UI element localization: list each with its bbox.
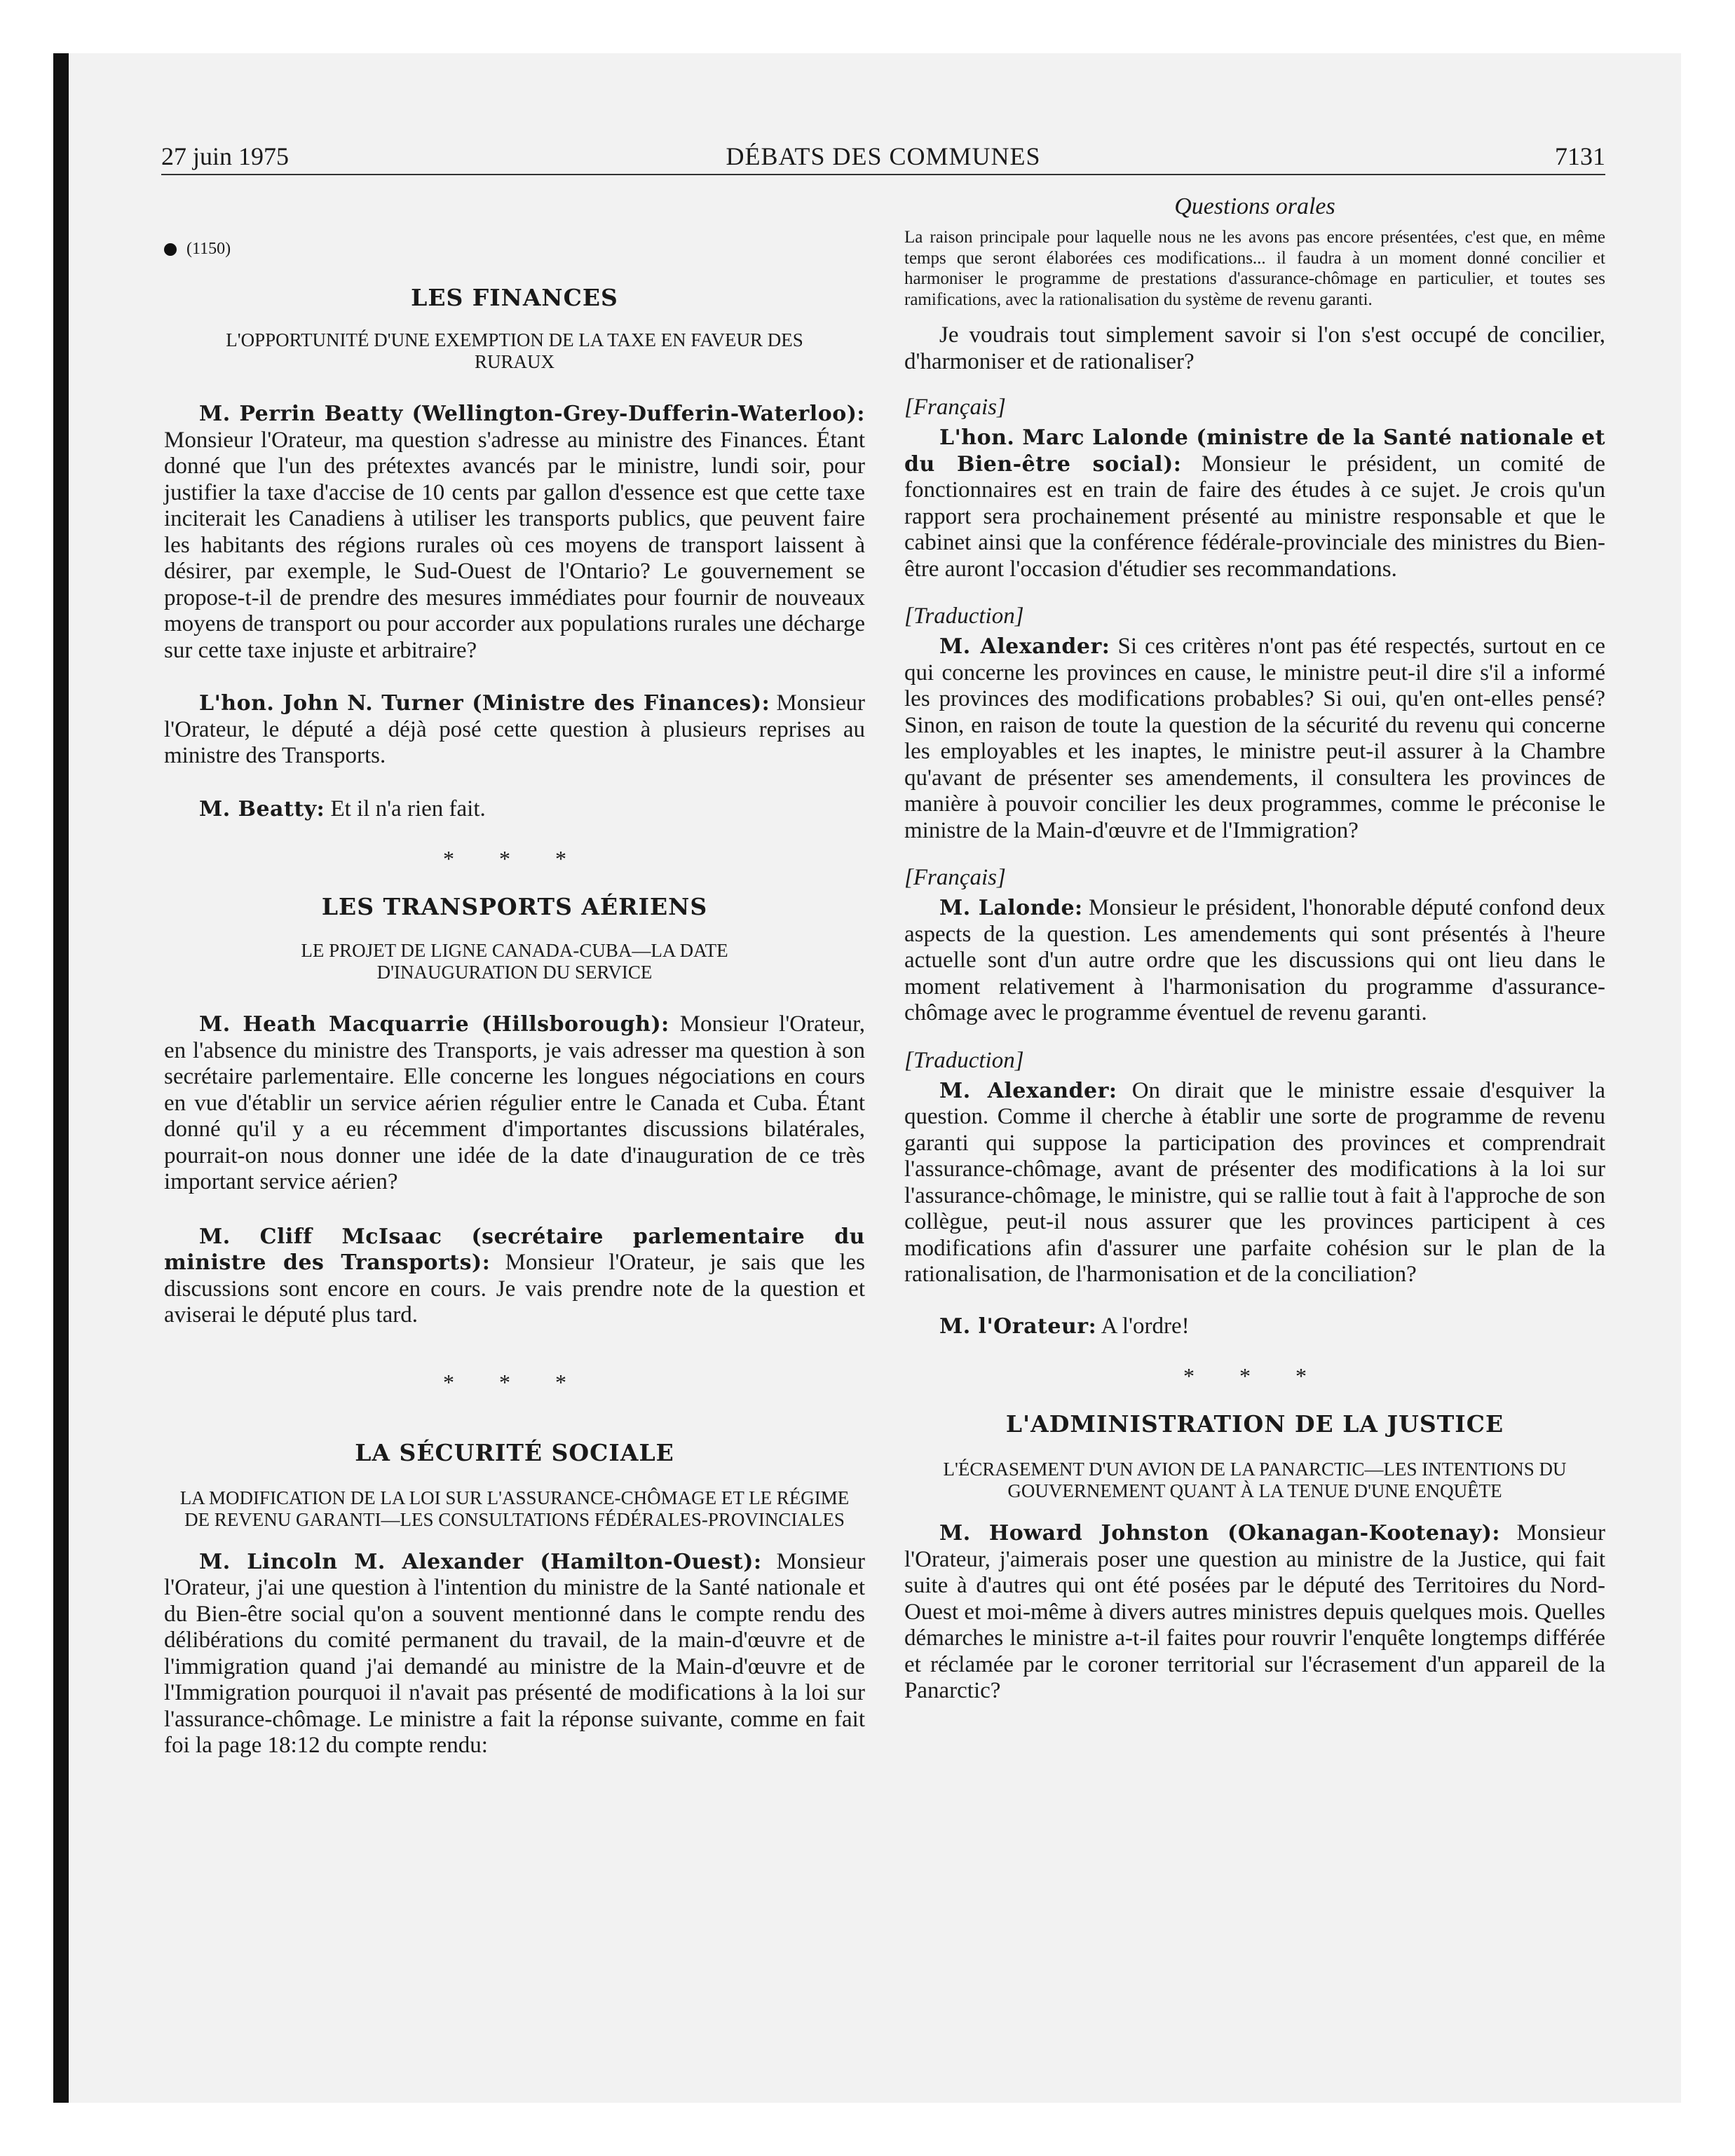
- section-heading-securite: LA SÉCURITÉ SOCIALE: [355, 1438, 674, 1466]
- running-section-title: Questions orales: [1174, 193, 1335, 219]
- time-marker-text: (1150): [186, 240, 231, 258]
- speech-text: Monsieur l'Orateur, j'aimerais poser une question au ministre de la Justice, qui fait suite à d'autres qui ont été posées par le député des Territoires du Nord-Ouest et moi-même à divers autres ministres depuis quelques mois. Quelles démarches le ministre a-t-il faites pour rouvrir l'enquête longtemps différée et réclamée par le coroner territorial sur l'écrasement d'un appareil de la Panarctic?: [904, 1520, 1605, 1703]
- speaker: M. Alexander:: [939, 634, 1110, 659]
- paragraph: [164, 1549, 865, 1759]
- section-separator: * * *: [1183, 1363, 1326, 1389]
- paragraph: [904, 425, 1605, 582]
- section-heading-transports: LES TRANSPORTS AÉRIENS: [321, 893, 708, 920]
- speech-text: Si ces critères n'ont pas été respectés, surtout en ce qui concerne les provinces en cause, le ministre peut-il dire s'il a informé les provinces des modifications probables? Si oui, qu'en ont-elles pensé? Sinon, en raison de toute la question de la sécurité du revenu qui concerne les employables et les inaptes, le ministre peut-il assurer à la Chambre qu'avant de présenter ses amendements, il consultera les provinces de manière à pouvoir concilier les deux programmes, comme le préconise le ministre de la Main-d'œuvre et de l'Immigration?: [904, 634, 1605, 843]
- speaker: M. Beatty:: [199, 796, 325, 821]
- speech-text: Monsieur l'Orateur, le député a déjà posé cette question à plusieurs reprises au ministre des Transports.: [164, 690, 865, 768]
- header-date: 27 juin 1975: [161, 142, 290, 170]
- paragraph: [164, 796, 865, 823]
- section-separator: * * *: [443, 1369, 586, 1395]
- speech-text: Monsieur l'Orateur, j'ai une question à l'intention du ministre de la Santé nationale et du Bien-être social qu'on a souvent mentionné dans le compte rendu des délibérations du comité permanent du travail, de la main-d'œuvre et de l'immigration quand j'ai demandé au ministre de la Main-d'œuvre et de l'Immigration pourquoi il n'avait pas présenté de modifications à la loi sur l'assurance-chômage. Le ministre a fait la réponse suivante, comme en fait foi la page 18:12 du compte rendu:: [164, 1548, 865, 1758]
- left-column: [164, 196, 865, 1759]
- section-heading-justice: L'ADMINISTRATION DE LA JUSTICE: [1005, 1410, 1504, 1438]
- speaker: M. l'Orateur:: [939, 1314, 1097, 1339]
- time-marker: [164, 240, 865, 259]
- language-note: [Français]: [904, 395, 1006, 420]
- header-title: DÉBATS DES COMMUNES: [726, 142, 1041, 170]
- paragraph: [904, 1520, 1605, 1705]
- paragraph: [904, 895, 1605, 1027]
- page-header: [161, 140, 1605, 175]
- language-note: [Traduction]: [904, 1047, 1024, 1073]
- speech-text: Monsieur le président, un comité de fonctionnaires est en train de faire des études à ce sujet. Je crois qu'un rapport sera prochainement présenté au ministre responsable et que le cabinet ainsi que la conférence fédérale-provinciale des ministres du Bien-être auront l'occasion d'étudier ses recommandations.: [904, 451, 1605, 582]
- paragraph: [164, 1224, 865, 1329]
- paragraph: [904, 1314, 1605, 1340]
- speaker: M. Alexander:: [939, 1078, 1117, 1103]
- right-column: [904, 193, 1606, 1705]
- speaker: L'hon. John N. Turner (Ministre des Finances):: [199, 691, 770, 716]
- speaker: M. Heath Macquarrie (Hillsborough):: [199, 1012, 669, 1037]
- paragraph: [164, 401, 865, 664]
- speech-text: Monsieur le président, l'honorable député confond deux aspects de la question. Les amendements qui sont présentés à l'heure actuelle sont d'un autre ordre que les discussions qui ont lieu dans le moment relativement à l'harmonisation du programme d'assurance-chômage avec le programme éventuel de revenu garanti.: [904, 895, 1605, 1025]
- paragraph: [904, 1078, 1605, 1288]
- speaker: M. Howard Johnston (Okanagan-Kootenay):: [939, 1521, 1500, 1546]
- speech-text: Monsieur l'Orateur, en l'absence du ministre des Transports, je vais adresser ma question à son secrétaire parlementaire. Elle concerne les longues négociations en cours en vue d'établir un service aérien régulier entre le Canada et Cuba. Étant donné qu'il y a eu récemment d'importantes discussions bilatérales, pourrait-on nous donner une idée de la date d'inauguration de ce très important service aérien?: [164, 1011, 865, 1194]
- paragraph: Je voudrais tout simplement savoir si l'on s'est occupé de concilier, d'harmoniser et de rationaliser?: [904, 322, 1605, 374]
- speech-text: A l'ordre!: [1096, 1313, 1190, 1339]
- section-subheading-justice: L'ÉCRASEMENT D'UN AVION DE LA PANARCTIC—LES INTENTIONS DU GOUVERNEMENT QUANT À LA TENUE D'UNE ENQUÊTE: [943, 1459, 1567, 1501]
- quoted-passage: La raison principale pour laquelle nous ne les avons pas encore présentées, c'est que, en même temps que seront élaborées ces modifications... il faudra à un moment donné concilier et harmoniser le programme de prestations d'assurance-chômage en particulier, et toutes ses ramifications, avec la rationalisation du système de revenu garanti.: [904, 228, 1605, 309]
- header-page-number: 7131: [1555, 142, 1605, 170]
- section-subheading-transports: LE PROJET DE LIGNE CANADA-CUBA—LA DATE D'INAUGURATION DU SERVICE: [301, 940, 728, 983]
- paragraph: [904, 634, 1605, 844]
- language-note: [Traduction]: [904, 603, 1024, 629]
- speech-text: Monsieur l'Orateur, ma question s'adresse au ministre des Finances. Étant donné que l'un des prétextes avancés par le ministre, lundi soir, pour justifier la taxe d'accise de 10 cents par gallon d'essence est que cette taxe inciterait les Canadiens à utiliser les transports publics, que peuvent faire les habitants des régions rurales où ces moyens de transport laissent à désirer, par exemple, le Sud-Ouest de l'Ontario? Le gouvernement se propose-t-il de prendre des mesures immédiates pour fournir de nouveaux moyens de transport ou pour accorder aux populations rurales une décharge sur cette taxe injuste et arbitraire?: [164, 427, 865, 663]
- speech-text: Monsieur l'Orateur, je sais que les discussions sont encore en cours. Je vais prendre note de la question et aviserai le député plus tard.: [164, 1250, 865, 1328]
- speaker: M. Lalonde:: [939, 896, 1083, 920]
- speaker: M. Cliff McIsaac (secrétaire parlementaire du ministre des Transports):: [164, 1224, 865, 1275]
- section-subheading-finances: L'OPPORTUNITÉ D'UNE EXEMPTION DE LA TAXE EN FAVEUR DES RURAUX: [226, 329, 803, 372]
- section-subheading-securite: LA MODIFICATION DE LA LOI SUR L'ASSURANCE-CHÔMAGE ET LE RÉGIME DE REVENU GARANTI—LES CONSULTATIONS FÉDÉRALES-PROVINCIALES: [179, 1487, 850, 1530]
- bullet-icon: [164, 243, 177, 256]
- section-separator: * * *: [443, 846, 586, 871]
- speech-text: Et il n'a rien fait.: [325, 796, 486, 821]
- speaker: L'hon. Marc Lalonde (ministre de la Santé nationale et du Bien-être social):: [904, 425, 1605, 477]
- speech-text: On dirait que le ministre essaie d'esquiver la question. Comme il cherche à établir une sorte de programme de revenu garanti qui suppose la participation des provinces et comprendrait l'assurance-chômage, avant de présenter des modifications à la loi sur l'assurance-chômage, le ministre, qui se rallie tout à fait à l'approche de son collègue, peut-il nous assurer que les provinces participent à ces modifications afin d'assurer une parfaite cohésion sur le plan de la rationalisation, de l'harmonisation et de la conciliation?: [904, 1077, 1606, 1287]
- speaker: M. Perrin Beatty (Wellington-Grey-Dufferin-Waterloo):: [199, 402, 865, 426]
- section-heading-finances: LES FINANCES: [411, 284, 618, 311]
- paragraph: [164, 690, 865, 770]
- speaker: M. Lincoln M. Alexander (Hamilton-Ouest):: [199, 1549, 762, 1574]
- paragraph: [164, 1011, 865, 1196]
- scan-edge: [53, 53, 69, 2103]
- language-note: [Français]: [904, 865, 1006, 890]
